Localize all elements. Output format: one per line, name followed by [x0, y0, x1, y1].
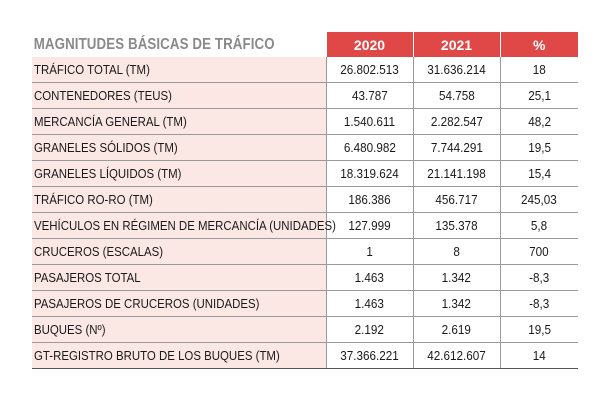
value-2021: 1.342 — [441, 296, 472, 311]
row-label: GRANELES LÍQUIDOS (TM) — [34, 166, 182, 181]
value-percent-cell — [500, 135, 578, 161]
value-2020: 186.386 — [348, 192, 391, 207]
value-2021-cell — [413, 343, 500, 369]
row-label: CRUCEROS (ESCALAS) — [34, 244, 164, 259]
table-row — [32, 83, 578, 109]
value-percent-cell — [500, 239, 578, 265]
table-row — [32, 187, 578, 213]
value-2021: 7.744.291 — [430, 140, 483, 155]
row-label: TRÁFICO TOTAL (TM) — [34, 62, 150, 77]
value-2020-cell — [326, 187, 413, 213]
traffic-table-container — [32, 32, 578, 369]
value-2021-cell — [413, 161, 500, 187]
header-2020: 2020 — [326, 32, 413, 57]
value-2021-cell — [413, 135, 500, 161]
table-row — [32, 265, 578, 291]
value-percent: 18 — [532, 62, 546, 77]
table-row — [32, 57, 578, 83]
value-2021: 8 — [453, 244, 460, 259]
value-2020-cell — [326, 57, 413, 83]
value-2020-cell — [326, 239, 413, 265]
value-percent: 48,2 — [527, 114, 551, 129]
table-row — [32, 239, 578, 265]
value-2020-cell — [326, 135, 413, 161]
row-label-cell — [32, 239, 326, 265]
value-2021-cell — [413, 265, 500, 291]
row-label: TRÁFICO RO-RO (TM) — [34, 192, 153, 207]
value-percent-cell — [500, 109, 578, 135]
table-row — [32, 343, 578, 369]
value-2020: 127.999 — [348, 218, 391, 233]
row-label: MERCANCÍA GENERAL (TM) — [34, 114, 187, 129]
table-row — [32, 135, 578, 161]
value-2020-cell — [326, 109, 413, 135]
value-percent-cell — [500, 265, 578, 291]
value-percent-cell — [500, 317, 578, 343]
value-2021-cell — [413, 291, 500, 317]
value-percent: -8,3 — [529, 270, 550, 285]
row-label-cell — [32, 83, 326, 109]
value-2020: 43.787 — [351, 88, 388, 103]
table-row — [32, 213, 578, 239]
row-label-cell — [32, 187, 326, 213]
value-2021: 42.612.607 — [427, 348, 486, 363]
value-percent-cell — [500, 83, 578, 109]
value-percent: 5,8 — [531, 218, 548, 233]
table-header-row — [32, 32, 578, 57]
row-label: PASAJEROS DE CRUCEROS (UNIDADES) — [34, 296, 260, 311]
value-2020-cell — [326, 83, 413, 109]
value-2020: 1 — [366, 244, 373, 259]
value-2021: 21.141.198 — [427, 166, 486, 181]
value-2020-cell — [326, 317, 413, 343]
table-row — [32, 109, 578, 135]
value-percent-cell — [500, 187, 578, 213]
value-2020-cell — [326, 265, 413, 291]
value-2021: 2.282.547 — [430, 114, 483, 129]
value-2021: 54.758 — [438, 88, 475, 103]
value-2021-cell — [413, 213, 500, 239]
value-percent-cell — [500, 343, 578, 369]
header-percent: % — [500, 32, 578, 57]
row-label: GT-REGISTRO BRUTO DE LOS BUQUES (TM) — [34, 348, 280, 363]
row-label-cell — [32, 57, 326, 83]
value-2021-cell — [413, 57, 500, 83]
value-percent-cell — [500, 213, 578, 239]
row-label: PASAJEROS TOTAL — [34, 270, 141, 285]
value-percent-cell — [500, 57, 578, 83]
value-2021: 31.636.214 — [427, 62, 486, 77]
value-percent: -8,3 — [529, 296, 550, 311]
value-2021-cell — [413, 187, 500, 213]
value-2021-cell — [413, 239, 500, 265]
value-percent: 19,5 — [527, 322, 551, 337]
row-label-cell — [32, 161, 326, 187]
table-row — [32, 317, 578, 343]
row-label-cell — [32, 135, 326, 161]
value-2020-cell — [326, 291, 413, 317]
row-label-cell — [32, 109, 326, 135]
value-2021-cell — [413, 317, 500, 343]
table-title: MAGNITUDES BÁSICAS DE TRÁFICO — [32, 32, 285, 57]
value-percent-cell — [500, 291, 578, 317]
table-row — [32, 291, 578, 317]
row-label-cell — [32, 291, 326, 317]
value-2021: 1.342 — [441, 270, 472, 285]
value-2020: 2.192 — [354, 322, 385, 337]
row-label-cell — [32, 343, 326, 369]
value-2020-cell — [326, 213, 413, 239]
traffic-magnitudes-table — [32, 32, 578, 369]
value-2021-cell — [413, 83, 500, 109]
value-2020-cell — [326, 343, 413, 369]
value-2021: 456.717 — [435, 192, 478, 207]
row-label: BUQUES (Nº) — [34, 322, 106, 337]
value-2021-cell — [413, 109, 500, 135]
header-2021: 2021 — [413, 32, 500, 57]
row-label-cell — [32, 317, 326, 343]
value-2020: 1.463 — [354, 270, 385, 285]
value-percent: 19,5 — [527, 140, 551, 155]
value-2021: 135.378 — [435, 218, 478, 233]
row-label: GRANELES SÓLIDOS (TM) — [34, 140, 178, 155]
row-label: VEHÍCULOS EN RÉGIMEN DE MERCANCÍA (UNIDADES) — [34, 218, 336, 233]
value-2020: 26.802.513 — [340, 62, 399, 77]
row-label-cell — [32, 213, 336, 239]
row-label-cell — [32, 265, 326, 291]
value-2020: 1.463 — [354, 296, 385, 311]
value-2020: 37.366.221 — [340, 348, 399, 363]
value-percent: 14 — [532, 348, 546, 363]
value-percent: 700 — [529, 244, 550, 259]
value-2020: 18.319.624 — [340, 166, 399, 181]
value-2020: 6.480.982 — [343, 140, 396, 155]
value-percent: 15,4 — [527, 166, 551, 181]
value-percent: 25,1 — [527, 88, 551, 103]
value-2020: 1.540.611 — [343, 114, 396, 129]
value-percent: 245,03 — [521, 192, 558, 207]
value-2020-cell — [326, 161, 413, 187]
table-row — [32, 161, 578, 187]
table-body — [32, 57, 578, 369]
value-percent-cell — [500, 161, 578, 187]
row-label: CONTENEDORES (TEUS) — [34, 88, 172, 103]
value-2021: 2.619 — [441, 322, 472, 337]
